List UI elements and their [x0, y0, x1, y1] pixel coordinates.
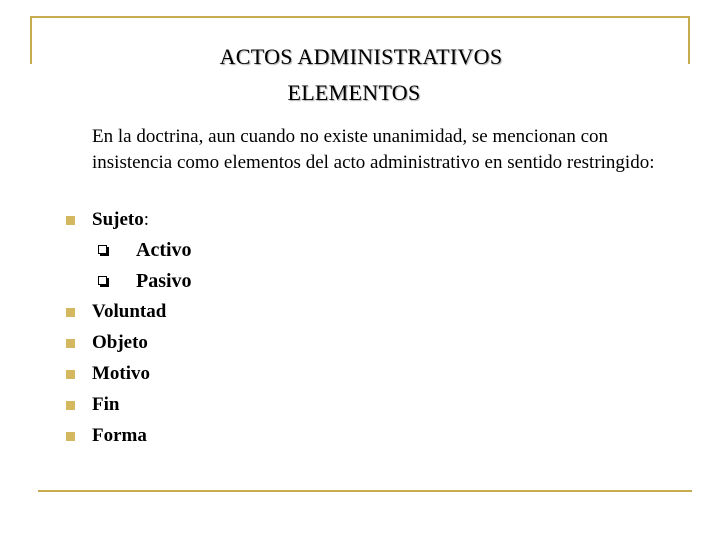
slide-title: ACTOS ADMINISTRATIVOS [219, 44, 503, 69]
square-bullet-icon [66, 401, 75, 410]
frame-top-line [30, 16, 690, 18]
sub-list-item-label: Activo [136, 239, 192, 261]
list-item-fin [92, 393, 119, 417]
list-item-label: Forma [92, 425, 147, 446]
list-item-voluntad [92, 300, 166, 324]
intro-text: En la doctrina, aun cuando no existe unanimidad, se mencionan con insistencia como elementos del acto administrativo en sentido restringido: [92, 126, 655, 173]
square-bullet-icon [66, 370, 75, 379]
frame-bottom-line [38, 490, 692, 492]
list-item-sujeto [92, 208, 149, 232]
list-item-forma [92, 424, 147, 448]
checkbox-bullet-icon [98, 245, 107, 254]
list-item-label: Sujeto [92, 209, 144, 230]
list-item-label: Fin [92, 394, 120, 415]
sub-list-item-pasivo [136, 269, 192, 293]
square-bullet-icon [66, 216, 75, 225]
sub-list-item-activo [136, 238, 192, 262]
square-bullet-icon [66, 339, 75, 348]
list-item-motivo [92, 362, 150, 386]
square-bullet-icon [66, 432, 75, 441]
list-item-label: Voluntad [92, 301, 167, 322]
square-bullet-icon [66, 308, 75, 317]
list-item-suffix: : [143, 209, 150, 230]
sub-list-item-label: Pasivo [136, 270, 192, 292]
list-item-label: Motivo [92, 363, 151, 384]
checkbox-bullet-icon [98, 276, 107, 285]
slide-subtitle: ELEMENTOS [287, 80, 421, 105]
intro-paragraph [92, 124, 692, 176]
list-item-objeto [92, 331, 148, 355]
list-item-label: Objeto [92, 332, 148, 353]
